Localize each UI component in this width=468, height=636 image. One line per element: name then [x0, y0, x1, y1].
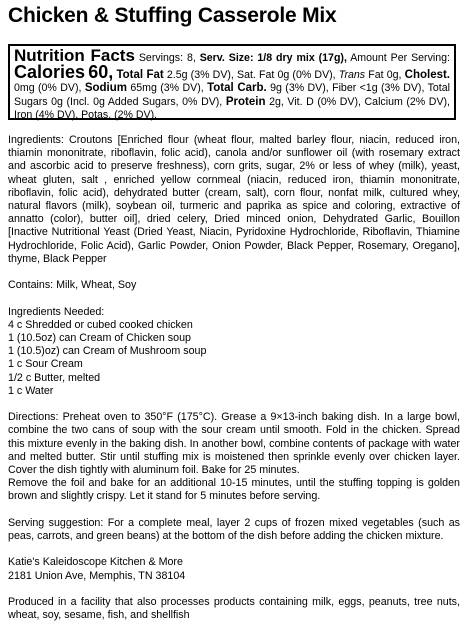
facility-allergen-statement: Produced in a facility that also processes products containing milk, eggs, peanuts, tree nuts, wheat, soy, sesame, fish, and shellfish: [8, 596, 460, 622]
business-street: 2181 Union Ave, Memphis, TN 38104: [8, 569, 186, 582]
total-carb-label: Total Carb.: [207, 82, 267, 95]
protein-label: Protein: [225, 95, 266, 108]
sodium-value: 65mg (3% DV),: [130, 82, 204, 95]
trans-fat-value: Fat 0g,: [368, 68, 402, 81]
ingredients-text: Ingredients: Croutons [Enriched flour (wheat flour, malted barley flour, niacin, reduced iron, thiamin mononitrate, riboflavin, folic acid), canola and/or sunflower oil (with rosemary extract and ascorbic acid to preserve freshness), corn grits, sugar, 2% or less of whey (milk), yeast, wheat gluten, salt , enriched yellow cornmeal (niacin, reduced iron, thiamin mononitrate, riboflavin, folic acid), dehydrated butter (cream, salt), corn flour, nonfat milk, cultured whey, natural flavors (milk), soybean oil, turmeric and paprika as spice and coloring, extractive of annatto (color), butter oil], dried celery, Dried minced onion, Dehydrated Garlic, Bouillon [Inactive Nutritional Yeast (Dried Yeast, Niacin, Pyridoxine Hydrochloride, Riboflavin, Thiamine Hydrochloride, Folic Acid), Garlic Powder, Onion Powder, Black Pepper, Rosemary, Oregano], thyme, Black Pepper: [8, 134, 460, 265]
directions-part-1: Directions: Preheat oven to 350°F (175°C). Grease a 9×13-inch baking dish. In a large bowl, combine the two cans of soup with the sour cream until smooth. Fold in the chicken. Spread this mixture evenly in the baking dish. In another bowl, combine contents of package with water and melted butter. Stir until stuffing mix is moistened then sprinkle evenly over chicken layer. Cover the dish tightly with aluminum foil. Bake for 25 minutes.: [8, 411, 460, 477]
nutrition-facts-heading: Nutrition Facts: [14, 46, 135, 65]
product-title: Chicken & Stuffing Casserole Mix: [8, 4, 337, 27]
list-item: 1 (10.5)oz) can Cream of Mushroom soup: [8, 345, 207, 358]
list-item: 1 (10.5oz) can Cream of Chicken soup: [8, 332, 191, 345]
list-item: 1 c Sour Cream: [8, 358, 83, 371]
serving-size-label: Serv. Size:: [199, 52, 254, 64]
serving-size-value: 1/8 dry mix (17g),: [257, 52, 347, 64]
business-address: [8, 556, 460, 582]
label-body: [8, 134, 460, 636]
trans-fat-label: Trans: [338, 68, 366, 81]
servings: Servings: 8,: [138, 52, 196, 64]
cholesterol-label: Cholest.: [404, 68, 451, 81]
list-item: 1/2 c Butter, melted: [8, 371, 101, 384]
ingredients-needed: [8, 306, 460, 398]
total-fat-value: 2.5g (3% DV), Sat. Fat 0g (0% DV),: [166, 68, 336, 81]
sodium-label: Sodium: [84, 82, 127, 95]
amount-per-label: Amount Per: [350, 52, 408, 64]
cholesterol-value: 0mg (0% DV),: [14, 82, 82, 95]
ingredients-needed-heading: Ingredients Needed:: [8, 305, 105, 318]
directions-part-2: Remove the foil and bake for an additional 10-15 minutes, until the stuffing topping is golden brown and slightly crispy. Let it stand for 5 minutes before serving.: [8, 477, 460, 503]
list-item: 4 c Shredded or cubed cooked chicken: [8, 318, 193, 331]
calories-value: 60: [88, 61, 109, 82]
calories-label: Calories: [14, 61, 86, 82]
serving-label: Serving:: [411, 52, 450, 64]
nutrition-facts-panel: Nutrition Facts Servings: 8, Serv. Size: 1/8 dry mix (17g), Amount Per Serving: Calories 60, Total Fat 2.5g (3% DV), Sat. Fat 0g (0% DV), Trans Fat 0g, Cholest. 0mg (0% DV), Sodium 65mg (3% DV), Total Carb. 9g (3% DV), Fiber <1g (3% DV), Total Sugars 0g (Incl. 0g Added Sugars, 0% DV), Protein 2g, Vit. D (0% DV), Calcium (2% DV), Iron (4% DV), Potas. (2% DV).: [8, 44, 456, 120]
total-carb-value: 9g (3% DV), Fiber <1g (3% DV), Total Sugars 0g (Incl. 0g Added Sugars, 0% DV),: [14, 82, 450, 108]
total-fat-label: Total Fat: [116, 68, 164, 81]
allergen-contains: Contains: Milk, Wheat, Soy: [8, 279, 137, 292]
list-item: 1 c Water: [8, 384, 54, 397]
protein-value: 2g, Vit. D (0% DV), Calcium (2% DV), Iron (4% DV), Potas. (2% DV).: [14, 95, 450, 122]
serving-suggestion: Serving suggestion: For a complete meal, layer 2 cups of frozen mixed vegetables (such as peas, carrots, and green beans) at the bottom of the dish before adding the chicken mixture.: [8, 516, 460, 543]
business-name: Katie's Kaleidoscope Kitchen & More: [8, 556, 183, 569]
